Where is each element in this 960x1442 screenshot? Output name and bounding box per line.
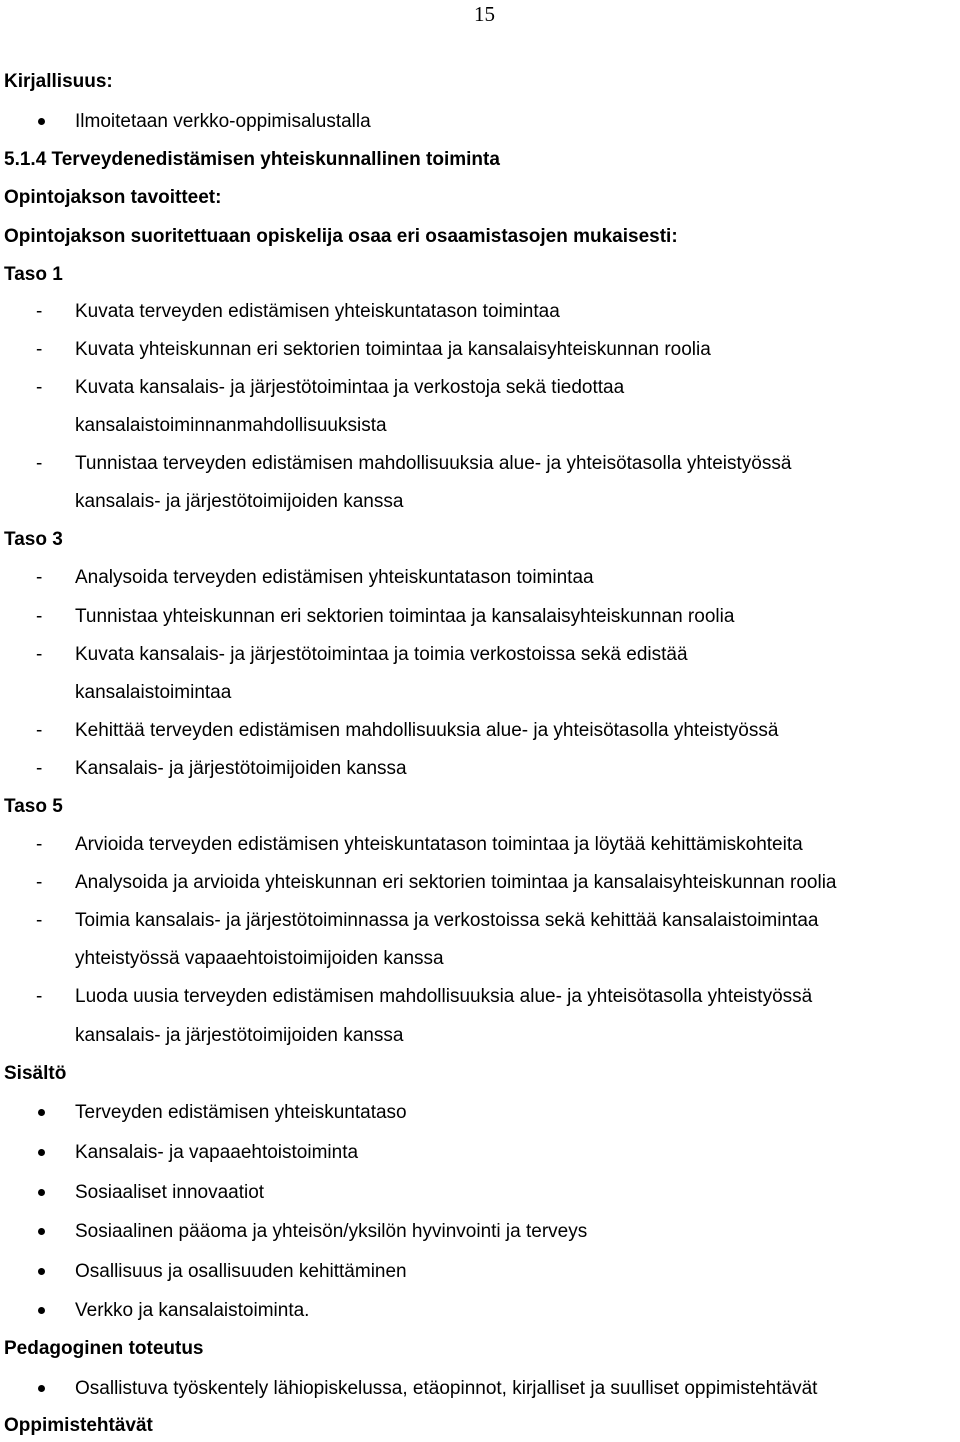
list-item: Tunnistaa yhteiskunnan eri sektorien toimintaa ja kansalaisyhteiskunnan roolia (75, 606, 735, 627)
bullet-icon (38, 1189, 45, 1196)
dash-marker: - (36, 644, 43, 665)
bullet-icon (38, 1385, 45, 1392)
bullet-icon (38, 1307, 45, 1314)
list-item-continuation: kansalais- ja järjestötoimijoiden kanssa (75, 1025, 404, 1046)
section-title: 5.1.4 Terveydenedistämisen yhteiskunnallinen toiminta (4, 149, 500, 170)
dash-marker: - (36, 720, 43, 741)
dash-marker: - (36, 339, 43, 360)
list-item-continuation: kansalais- ja järjestötoimijoiden kanssa (75, 491, 404, 512)
dash-marker: - (36, 758, 43, 779)
list-item-continuation: kansalaistoiminnanmahdollisuuksista (75, 415, 387, 436)
list-item: Analysoida terveyden edistämisen yhteiskuntatason toimintaa (75, 567, 594, 588)
list-item: Toimia kansalais- ja järjestötoiminnassa ja verkostoissa sekä kehittää kansalaistoimintaa (75, 910, 819, 931)
dash-marker: - (36, 377, 43, 398)
heading-oppimistehtavat: Oppimistehtävät (4, 1415, 153, 1436)
list-item: Osallistuva työskentely lähiopiskelussa, etäopinnot, kirjalliset ja suulliset oppimistehtävät (75, 1378, 818, 1399)
page-number: 15 (474, 2, 495, 26)
dash-marker: - (36, 834, 43, 855)
dash-marker: - (36, 872, 43, 893)
list-item: Arvioida terveyden edistämisen yhteiskuntatason toimintaa ja löytää kehittämiskohteita (75, 834, 803, 855)
dash-marker: - (36, 910, 43, 931)
heading-objectives: Opintojakson tavoitteet: (4, 187, 222, 208)
list-item: Osallisuus ja osallisuuden kehittäminen (75, 1261, 407, 1282)
list-item: Kuvata terveyden edistämisen yhteiskuntatason toimintaa (75, 301, 560, 322)
dash-marker: - (36, 567, 43, 588)
bullet-icon (38, 1268, 45, 1275)
bullet-icon (38, 1109, 45, 1116)
list-item: Kansalais- ja järjestötoimijoiden kanssa (75, 758, 407, 779)
bullet-icon (38, 118, 45, 125)
bullet-icon (38, 1149, 45, 1156)
list-item: Sosiaalinen pääoma ja yhteisön/yksilön hyvinvointi ja terveys (75, 1221, 588, 1242)
dash-marker: - (36, 606, 43, 627)
heading-pedagoginen: Pedagoginen toteutus (4, 1338, 204, 1359)
dash-marker: - (36, 986, 43, 1007)
heading-sisalto: Sisältö (4, 1063, 67, 1084)
list-item-continuation: yhteistyössä vapaaehtoistoimijoiden kanssa (75, 948, 444, 969)
list-item: Luoda uusia terveyden edistämisen mahdollisuuksia alue- ja yhteisötasolla yhteistyössä (75, 986, 813, 1007)
heading-taso-3: Taso 3 (4, 529, 63, 550)
list-item: Kuvata yhteiskunnan eri sektorien toimintaa ja kansalaisyhteiskunnan roolia (75, 339, 711, 360)
heading-taso-1: Taso 1 (4, 264, 63, 285)
list-item: Kuvata kansalais- ja järjestötoimintaa ja verkostoja sekä tiedottaa (75, 377, 625, 398)
list-item: Analysoida ja arvioida yhteiskunnan eri sektorien toimintaa ja kansalaisyhteiskunnan roolia (75, 872, 837, 893)
list-item: Tunnistaa terveyden edistämisen mahdollisuuksia alue- ja yhteisötasolla yhteistyössä (75, 453, 792, 474)
bullet-icon (38, 1228, 45, 1235)
dash-marker: - (36, 301, 43, 322)
list-item-continuation: kansalaistoimintaa (75, 682, 232, 703)
list-item: Kuvata kansalais- ja järjestötoimintaa ja toimia verkostoissa sekä edistää (75, 644, 688, 665)
list-item: Kansalais- ja vapaaehtoistoiminta (75, 1142, 359, 1163)
heading-kirjallisuus: Kirjallisuus: (4, 71, 113, 92)
heading-taso-5: Taso 5 (4, 796, 63, 817)
dash-marker: - (36, 453, 43, 474)
list-item: Ilmoitetaan verkko-oppimisalustalla (75, 111, 371, 132)
objectives-intro: Opintojakson suoritettuaan opiskelija osaa eri osaamistasojen mukaisesti: (4, 226, 678, 247)
list-item: Terveyden edistämisen yhteiskuntataso (75, 1102, 407, 1123)
list-item: Verkko ja kansalaistoiminta. (75, 1300, 310, 1321)
list-item: Kehittää terveyden edistämisen mahdollisuuksia alue- ja yhteisötasolla yhteistyössä (75, 720, 779, 741)
list-item: Sosiaaliset innovaatiot (75, 1182, 265, 1203)
